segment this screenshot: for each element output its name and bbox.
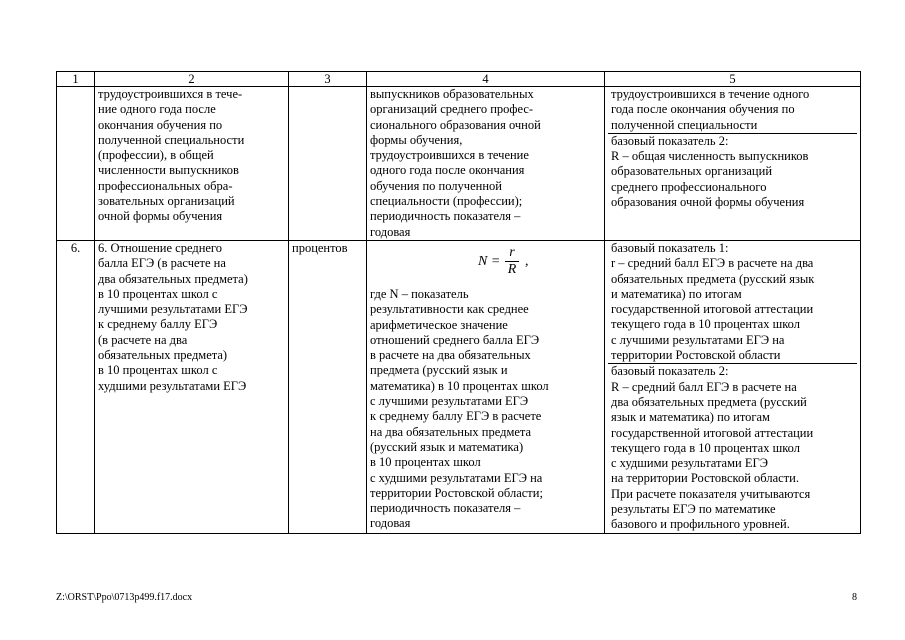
base-indicator-2-text <box>608 364 857 532</box>
unit-cell: процентов <box>289 240 367 533</box>
indicator-name-cell <box>95 240 289 533</box>
text-line: на территории Ростовской области. <box>611 471 799 486</box>
text-line: трудоустроившихся в течение <box>370 148 529 163</box>
text-line: полученной специальности <box>611 117 758 132</box>
text-line: формы обучения, <box>370 132 463 147</box>
text-line: язык и математика) по итогам <box>611 410 770 425</box>
text-line: в 10 процентах школ <box>370 455 481 470</box>
text-line: с лучшими результатами ЕГЭ <box>370 394 529 409</box>
text-line: обучения по полученной <box>370 178 502 193</box>
base-indicator-2-text <box>608 134 857 210</box>
text-line: среднего профессионального <box>611 179 767 194</box>
text-line: r – средний балл ЕГЭ в расчете на два <box>611 256 814 271</box>
indicator-table <box>56 71 861 534</box>
text-line: базовый показатель 1: <box>611 240 729 255</box>
text-line: два обязательных предмета) <box>98 271 248 286</box>
table-row-6 <box>57 240 861 533</box>
table-row-continued <box>57 87 861 241</box>
text-line: сионального образования очной <box>370 117 541 132</box>
text-line: с лучшими результатами ЕГЭ на <box>611 332 785 347</box>
text-line: базового и профильного уровней. <box>611 517 790 532</box>
header-col-4: 4 <box>367 72 605 87</box>
base-indicators-cell <box>605 87 861 241</box>
page-number: 8 <box>852 592 857 603</box>
header-col-2: 2 <box>95 72 289 87</box>
text-line: специальности (профессии); <box>370 194 523 209</box>
text-line: трудоустроившихся в тече- <box>98 87 243 101</box>
base-indicator-1-text <box>608 241 857 364</box>
text-line: к среднему баллу ЕГЭ <box>98 317 218 332</box>
row-number-empty <box>57 87 95 241</box>
text-line: трудоустроившихся в течение одного <box>611 87 810 101</box>
text-line: (русский язык и математика) <box>370 439 524 454</box>
method-cell <box>367 87 605 241</box>
formula-lhs: N = <box>478 253 501 269</box>
text-line: балла ЕГЭ (в расчете на <box>98 256 226 271</box>
text-line: профессиональных обра- <box>98 178 233 193</box>
method-text <box>370 287 601 532</box>
text-line: ние одного года после <box>98 102 216 117</box>
text-line: где N – показатель <box>370 286 469 301</box>
text-line: образования очной формы обучения <box>611 195 805 210</box>
text-line: одного года после окончания <box>370 163 525 178</box>
text-line: предмета (русский язык и <box>370 363 508 378</box>
text-line: R – средний балл ЕГЭ в расчете на <box>611 379 797 394</box>
text-line: периодичность показателя – <box>370 501 521 516</box>
indicator-name-cell <box>95 87 289 241</box>
text-line: текущего года в 10 процентах школ <box>611 440 800 455</box>
text-line: математика) в 10 процентах школ <box>370 378 549 393</box>
row-number: 6. <box>57 240 95 533</box>
method-cell <box>367 240 605 533</box>
header-col-5: 5 <box>605 72 861 87</box>
text-line: государственной итоговой аттестации <box>611 302 814 317</box>
text-line: текущего года в 10 процентах школ <box>611 317 800 332</box>
header-row <box>57 72 861 87</box>
text-line: года после окончания обучения по <box>611 102 795 117</box>
text-line: в 10 процентах школ с <box>98 286 218 301</box>
text-line: R – общая численность выпускников <box>611 149 809 164</box>
text-line: периодичность показателя – <box>370 209 521 224</box>
header-col-3: 3 <box>289 72 367 87</box>
text-line: численности выпускников <box>98 163 239 178</box>
footer-file-path: Z:\ORST\Ppo\0713p499.f17.docx <box>56 592 193 603</box>
formula <box>370 241 601 287</box>
text-line: два обязательных предмета (русский <box>611 394 807 409</box>
text-line: При расчете показателя учитываются <box>611 486 811 501</box>
text-line: очной формы обучения <box>98 209 223 224</box>
text-line: лучшими результатами ЕГЭ <box>98 302 248 317</box>
text-line: окончания обучения по <box>98 117 223 132</box>
text-line: в 10 процентах школ с <box>98 363 218 378</box>
text-line: результативности как среднее <box>370 302 529 317</box>
text-line: на два обязательных предмета <box>370 424 532 439</box>
text-line: результаты ЕГЭ по математике <box>611 502 776 517</box>
header-col-1: 1 <box>57 72 95 87</box>
text-line: годовая <box>370 224 411 239</box>
formula-numerator: r <box>505 245 519 262</box>
text-line: годовая <box>370 516 411 531</box>
text-line: обязательных предмета (русский язык <box>611 271 815 286</box>
base-indicator-1-text <box>608 87 857 134</box>
text-line: базовый показатель 2: <box>611 133 729 148</box>
text-line: отношений среднего балла ЕГЭ <box>370 332 540 347</box>
text-line: территории Ростовской области <box>611 348 781 363</box>
text-line: обязательных предмета) <box>98 348 228 363</box>
base-indicators-cell <box>605 240 861 533</box>
text-line: 6. Отношение среднего <box>98 240 222 255</box>
text-line: базовый показатель 2: <box>611 364 729 379</box>
text-line: (профессии), в общей <box>98 148 214 163</box>
text-line: выпускников образовательных <box>370 87 534 101</box>
text-line: организаций среднего профес- <box>370 102 534 117</box>
unit-cell-empty <box>289 87 367 241</box>
text-line: полученной специальности <box>98 132 245 147</box>
text-line: зовательных организаций <box>98 194 235 209</box>
formula-denominator: R <box>507 261 517 277</box>
text-line: с худшими результатами ЕГЭ на <box>370 470 543 485</box>
text-line: арифметическое значение <box>370 317 508 332</box>
text-line: худшими результатами ЕГЭ <box>98 378 247 393</box>
text-line: образовательных организаций <box>611 164 773 179</box>
text-line: с худшими результатами ЕГЭ <box>611 456 768 471</box>
text-line: к среднему баллу ЕГЭ в расчете <box>370 409 542 424</box>
text-line: территории Ростовской области; <box>370 485 543 500</box>
text-line: (в расчете на два <box>98 332 188 347</box>
text-line: в расчете на два обязательных <box>370 348 531 363</box>
text-line: государственной итоговой аттестации <box>611 425 814 440</box>
formula-comma: , <box>525 253 529 269</box>
text-line: и математика) по итогам <box>611 286 742 301</box>
